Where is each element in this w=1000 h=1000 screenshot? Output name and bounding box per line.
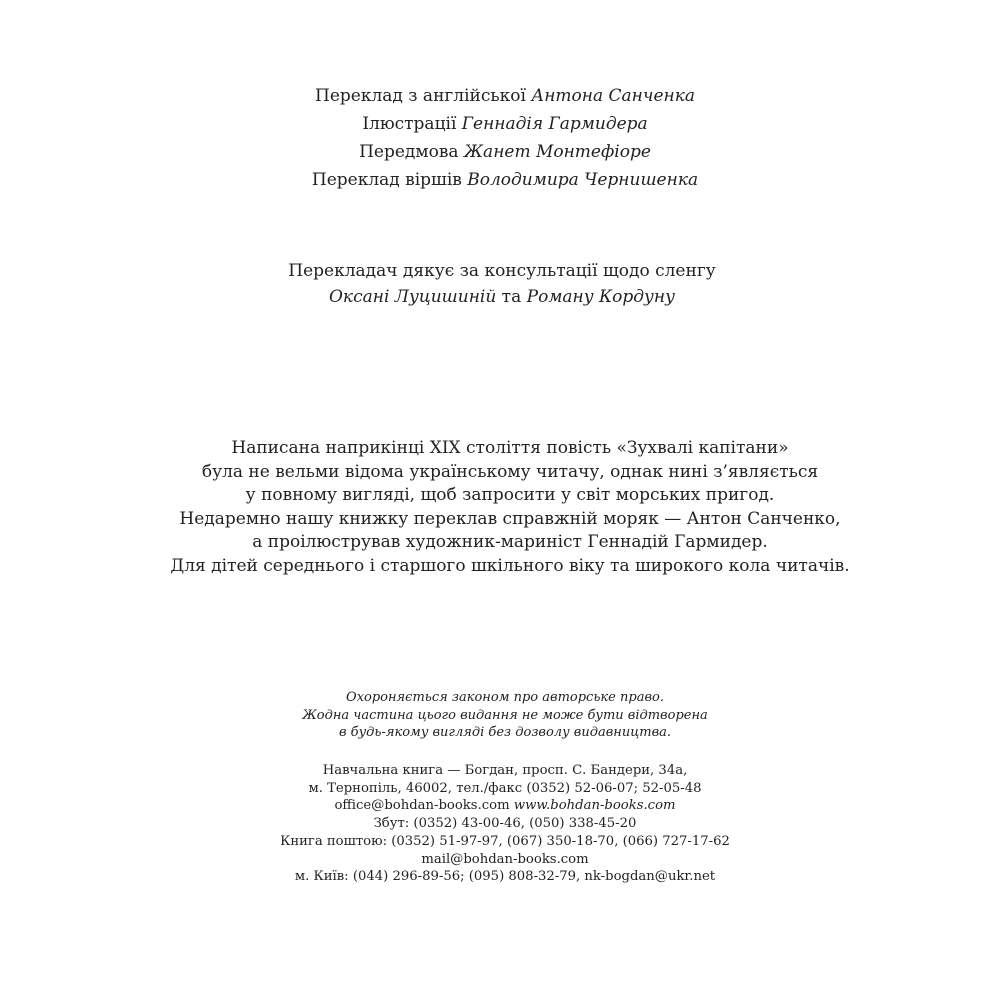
annotation-line: Для дітей середнього і старшого шкільного віку та широкого кола читачів.: [170, 555, 850, 576]
annotation-line: Написана наприкінці XIX століття повість «Зухвалі капітани»: [231, 438, 789, 458]
foreword-credit: [0, 138, 1000, 166]
annotation-line: була не вельми відома українському читачу, однак нині з’являється: [201, 461, 819, 482]
verses-label: Переклад віршів: [311, 170, 468, 190]
acknowledgement-text: Перекладач дякує за консультації щодо сленгу: [288, 261, 716, 281]
translation-label: Переклад з англійської: [315, 86, 532, 106]
annotation-line: Недаремно нашу книжку переклав справжній моряк — Антон Санченко,: [179, 508, 841, 529]
translator-name: Антона Санченка: [531, 86, 695, 106]
copyright-line: Охороняється законом про авторське право.: [346, 690, 664, 705]
annotation-line: а проілюстрував художник-мариніст Геннадій Гармидер.: [252, 532, 768, 552]
consultant-name-2: Роману Кордуну: [526, 287, 675, 307]
annotation-block: [0, 437, 1000, 578]
acknowledgement-block: [0, 258, 1000, 310]
illustrator-name: Геннадія Гармидера: [461, 114, 648, 134]
connector-word: та: [496, 287, 527, 307]
publisher-web-contacts: [0, 797, 1000, 815]
verses-credit: [0, 166, 1000, 194]
illustrations-label: Ілюстрації: [362, 114, 462, 134]
copyright-notice: [0, 689, 1000, 742]
foreword-label: Передмова: [359, 142, 464, 162]
copyright-line: Жодна частина цього видання не може бути відтворена: [302, 707, 708, 723]
consultant-name-1: Оксані Луцишиній: [329, 287, 497, 307]
foreword-author-name: Жанет Монтефіоре: [463, 142, 651, 162]
publisher-address: Навчальна книга — Богдан, просп. С. Бандери, 34а,: [322, 763, 688, 778]
verses-translator-name: Володимира Чернишенка: [467, 170, 699, 190]
credits-block: [0, 82, 1000, 194]
publisher-info: [0, 762, 1000, 886]
website: www.bohdan-books.com: [513, 798, 676, 814]
mail-order-phones: Книга поштою: (0352) 51-97-97, (067) 350-18-70, (066) 727-17-62: [280, 833, 730, 849]
translation-credit: [0, 82, 1000, 110]
acknowledgement-names: [0, 284, 1000, 310]
illustrations-credit: [0, 110, 1000, 138]
office-email: office@bohdan-books.com: [334, 798, 510, 814]
annotation-line: у повному вигляді, щоб запросити у світ морських пригод.: [245, 485, 775, 505]
kyiv-contacts: м. Київ: (044) 296-89-56; (095) 808-32-79, nk-bogdan@ukr.net: [294, 869, 716, 885]
mail-email: mail@bohdan-books.com: [421, 851, 589, 867]
copyright-line: в будь-якому вигляді без дозволу видавництва.: [338, 725, 672, 740]
sales-phones: Збут: (0352) 43-00-46, (050) 338-45-20: [373, 816, 637, 832]
publisher-city-phone: м. Тернопіль, 46002, тел./факс (0352) 52-06-07; 52-05-48: [308, 780, 702, 796]
